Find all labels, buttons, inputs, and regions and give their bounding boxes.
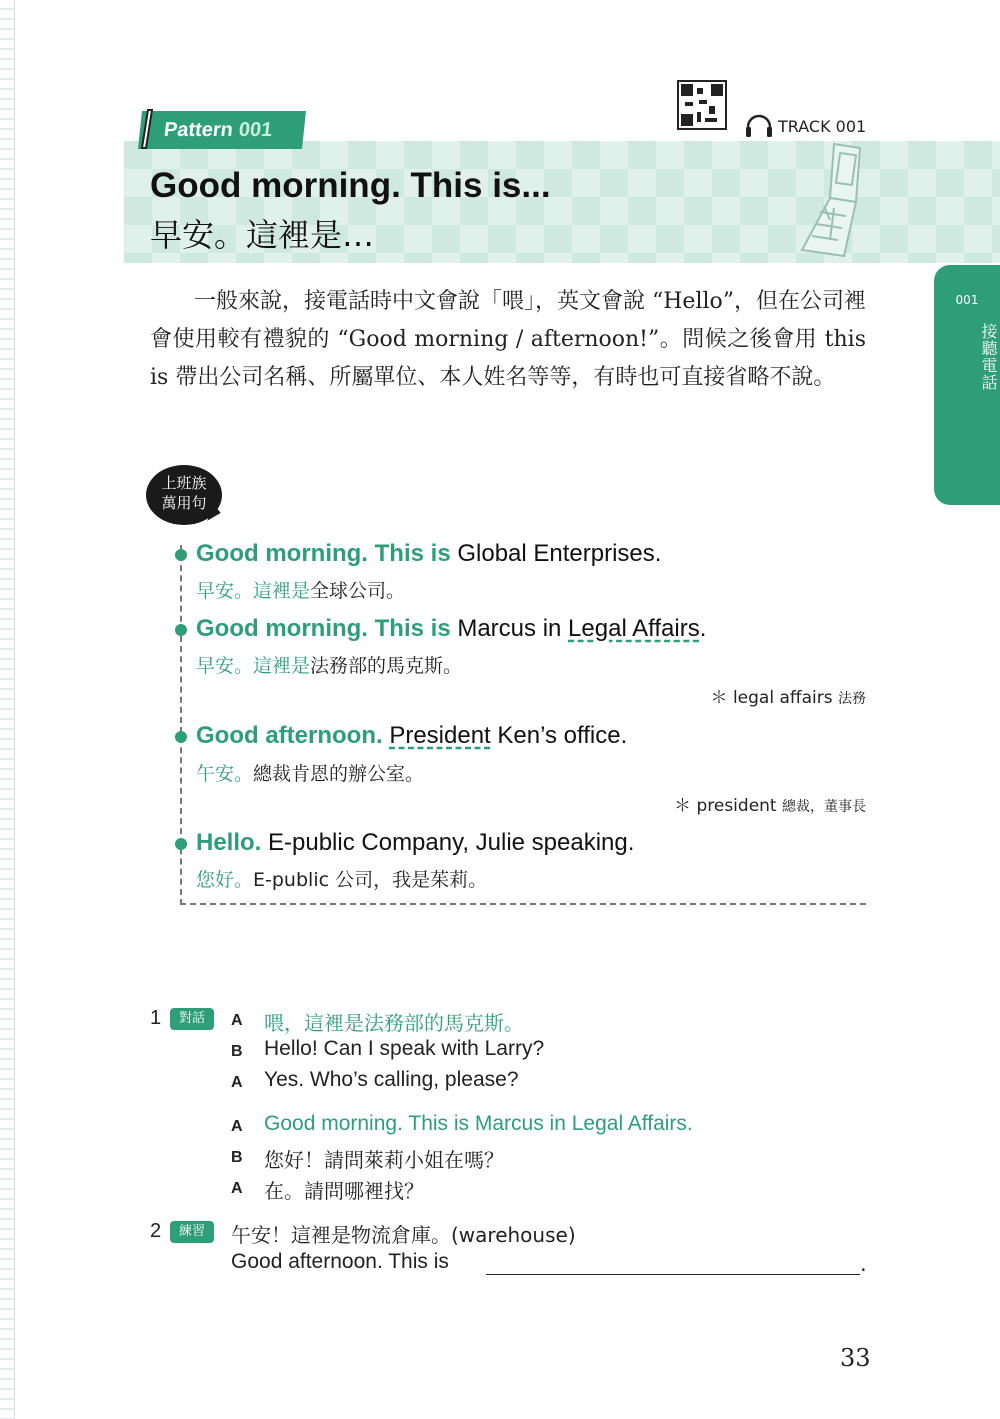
example-zh-highlight: 午安。 <box>196 763 254 785</box>
note-mark: ＊ <box>674 796 692 816</box>
pattern-number: 001 <box>237 118 274 141</box>
exercise-number: 2 <box>150 1220 162 1242</box>
intro-paragraph <box>150 283 866 397</box>
example-zh-highlight: 早安。這裡是 <box>196 655 311 677</box>
speaker-label: A <box>231 1074 243 1091</box>
vocab-note <box>711 683 866 708</box>
speaker-label: A <box>231 1180 243 1197</box>
practice-tag: 練習 <box>170 1221 214 1243</box>
dialogue-line: 喂，這裡是法務部的馬克斯。 <box>264 1011 524 1035</box>
bullet-dot <box>175 838 187 850</box>
speaker-label: B <box>231 1043 243 1060</box>
sentence-end: . <box>860 1252 867 1276</box>
example-zh <box>196 865 487 892</box>
example-zh <box>196 759 424 786</box>
example-dashed-bottom <box>180 903 866 905</box>
headphones-icon <box>744 114 774 138</box>
badge-line-1: 上班族 <box>161 474 207 492</box>
practice-prompt: 午安！這裡是物流倉庫。(warehouse) <box>231 1223 576 1247</box>
example-rest: . <box>699 615 707 642</box>
example-en <box>196 722 627 750</box>
example-highlight: Good afternoon. <box>196 722 383 749</box>
pattern-label: Pattern <box>162 118 235 141</box>
intro-text: 一般來說，接電話時中文會說「喂」，英文會說 “Hello”，但在公司裡會使用較有禮貌的 “Good morning / afternoon!”。問候之後會用 this is 帶出公司名稱、所屬單位、本人姓名等等，有時也可直接省略不說。 <box>150 289 867 390</box>
example-zh-rest: E-public 公司，我是茱莉。 <box>253 869 488 891</box>
answer-blank[interactable] <box>486 1274 860 1275</box>
example-en <box>196 615 706 643</box>
side-tab-label: 接聽電話 <box>979 323 998 391</box>
bullet-dot <box>175 731 187 743</box>
practice-sentence: Good afternoon. This is <box>231 1250 449 1273</box>
note-en: legal affairs <box>732 688 833 708</box>
dialogue-line: Yes. Who’s calling, please? <box>264 1068 519 1091</box>
example-rest: E-public Company, Julie speaking. <box>261 829 635 856</box>
example-highlight: Good morning. This is <box>196 615 451 642</box>
pencil-icon <box>138 108 158 152</box>
example-zh-rest: 全球公司。 <box>310 580 406 602</box>
binding-edge <box>0 0 15 1419</box>
dialogue-line: 您好！請問萊莉小姐在嗎？ <box>264 1148 504 1172</box>
track-label: TRACK 001 <box>778 116 867 136</box>
note-zh: 總裁，董事長 <box>782 799 866 815</box>
example-zh <box>196 576 405 603</box>
dialogue-line: Hello! Can I speak with Larry? <box>264 1037 545 1060</box>
pattern-title-zh: 早安。這裡是… <box>150 216 375 254</box>
badge-line-2: 萬用句 <box>161 494 207 512</box>
note-zh: 法務 <box>838 691 866 707</box>
example-en <box>196 540 661 568</box>
pattern-tag <box>138 111 306 149</box>
example-highlight: Hello. <box>196 829 262 856</box>
vocab-underline[interactable]: President <box>389 722 491 749</box>
qr-code-icon[interactable] <box>677 80 727 130</box>
example-highlight: Good morning. This is <box>196 540 451 567</box>
badge-text <box>146 473 222 513</box>
page-number: 33 <box>840 1344 871 1372</box>
vocab-underline[interactable]: Legal Affairs <box>568 615 700 642</box>
dialogue-line: Good morning. This is Marcus in Legal Affairs. <box>264 1112 693 1135</box>
example-en <box>196 829 634 857</box>
example-zh-highlight: 您好。 <box>196 869 254 891</box>
speaker-label: B <box>231 1149 243 1166</box>
pattern-title-en: Good morning. This is... <box>150 166 551 205</box>
note-en: president <box>696 796 777 816</box>
example-dashed-line <box>180 545 182 905</box>
vocab-note <box>674 791 866 816</box>
track-indicator[interactable] <box>744 114 866 138</box>
side-tab-number: 001 <box>955 293 979 307</box>
example-rest: Global Enterprises. <box>450 540 662 567</box>
dialogue-tag: 對話 <box>170 1008 214 1030</box>
example-zh-rest: 法務部的馬克斯。 <box>310 655 463 677</box>
example-zh <box>196 651 462 678</box>
note-mark: ＊ <box>710 688 728 708</box>
exercise-number: 1 <box>150 1007 162 1029</box>
dialogue-line: 在。請問哪裡找？ <box>264 1179 424 1203</box>
chapter-side-tab[interactable] <box>934 265 1000 505</box>
speaker-label: A <box>231 1118 243 1135</box>
example-zh-highlight: 早安。這裡是 <box>196 580 311 602</box>
example-zh-rest: 總裁肯恩的辦公室。 <box>253 763 425 785</box>
phrase-badge <box>146 465 228 525</box>
example-rest: Marcus in <box>450 615 569 642</box>
example-rest: Ken’s office. <box>490 722 628 749</box>
bullet-dot <box>175 549 187 561</box>
speaker-label: A <box>231 1012 243 1029</box>
bullet-dot <box>175 624 187 636</box>
flip-phone-icon <box>790 140 870 260</box>
